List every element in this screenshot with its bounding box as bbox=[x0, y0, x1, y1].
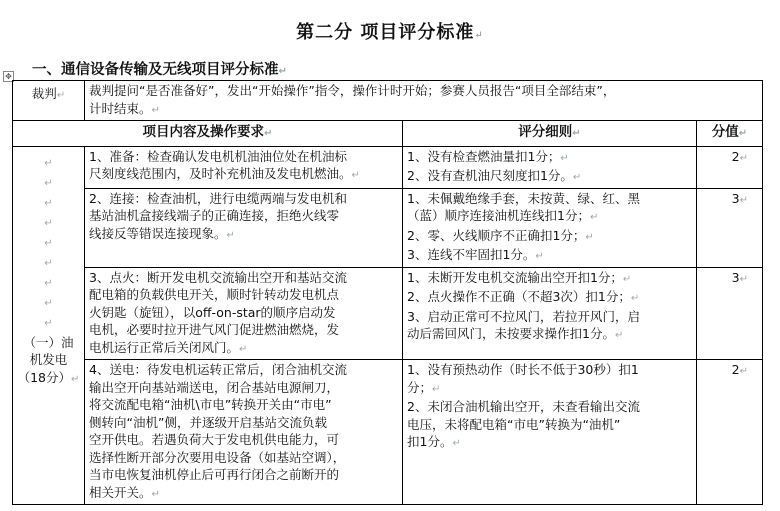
scoring-line: 扣1分。 bbox=[407, 434, 453, 449]
item-scoring: 1、未断开发电机交流输出空开扣1分；↵ 2、点火操作不正确（不超3次）扣1分；↵ 3、启动正常可不拉风门，若拉开风门，启 动后需回风门，未按要求操作扣1分。↵ bbox=[403, 267, 697, 360]
scoring-line: 电压，未将配电箱“市电”转换为“油机” bbox=[407, 416, 621, 432]
content-line: 线接反等错误连接现象。 bbox=[89, 225, 227, 241]
header-row bbox=[13, 121, 763, 147]
category-line: 机发电 bbox=[29, 352, 68, 367]
page-title: 第二分 项目评分标准↵ bbox=[296, 22, 484, 43]
item-score: 2↵ bbox=[697, 146, 763, 188]
category-line: （18分） bbox=[17, 369, 71, 385]
content-line: 1、准备：检查确认发电机机油油位处在机油标 bbox=[89, 148, 347, 164]
item-score: 2↵ bbox=[697, 360, 763, 505]
content-line: 尺刻度线范围内，及时补充机油及发电机燃油。 bbox=[89, 166, 352, 181]
scoring-line: 3、连线不牢固扣1分。 bbox=[407, 247, 536, 262]
content-line: 将交流配电箱“油机\市电”转换开关由“市电” bbox=[89, 397, 332, 412]
content-line: 电机，必要时拉开进气风门促进燃油燃烧，发 bbox=[89, 322, 340, 337]
scoring-line: 2、未闭合油机输出空开，未查看输出交流 bbox=[407, 399, 640, 414]
content-line: 空开供电。若遇负荷大于发电机供电能力，可 bbox=[89, 432, 340, 447]
content-line: 基站油机盒接线端子的正确连接，拒绝火线零 bbox=[89, 208, 340, 223]
item-scoring: 1、没有检查燃油量扣1分；↵ 2、没有查机油尺刻度扣1分。↵ bbox=[403, 146, 697, 188]
item-scoring: 1、未佩戴绝缘手套，未按黄、绿、红、黑 （蓝）顺序连接油机连线扣1分；↵ 2、零、火线顺序不正确扣1分；↵ 3、连线不牢固扣1分。↵ bbox=[403, 188, 697, 267]
referee-line: 裁判提问“是否准备好”，发出“开始操作”指令，操作计时开始；参赛人员报告“项目全部结束”， bbox=[89, 83, 616, 98]
referee-text-cell: 裁判提问“是否准备好”，发出“开始操作”指令，操作计时开始；参赛人员报告“项目全部结束”， 计时结束。↵ bbox=[85, 81, 763, 121]
item-scoring: 1、没有预热动作（时长不低于30秒）扣1 分；↵ 2、未闭合油机输出空开，未查看输出交流 电压，未将配电箱“市电”转换为“油机” 扣1分。↵ bbox=[403, 360, 697, 505]
item-row bbox=[13, 360, 763, 505]
content-line: 3、点火：断开发电机交流输出空开和基站交流 bbox=[89, 269, 347, 285]
item-content: 4、送电：待发电机运转正常后，闭合油机交流 输出空开向基站端送电，闭合基站电源闸刀， 将交流配电箱“油机\市电”转换开关由“市电” 侧转向“油机”侧，并逐级开启基站交流负载 空开供电。若遇负荷大于发电机供电能力，可 选择性断开部分次要用电设备（如基站空调）， 当市电恢复油机停止后可再行闭合之前断开的 相关开关。↵ bbox=[85, 360, 403, 505]
scoring-line: 1、没有预热动作（时长不低于30秒）扣1 bbox=[407, 362, 639, 377]
content-line: 4、送电：待发电机运转正常后，闭合油机交流 bbox=[89, 362, 347, 377]
scoring-line: 2、零、火线顺序不正确扣1分； bbox=[407, 227, 586, 243]
table-move-handle[interactable]: ✥ bbox=[3, 71, 14, 82]
header-content: 项目内容及操作要求↵ bbox=[13, 121, 403, 147]
item-row bbox=[13, 146, 763, 188]
content-line: 配电箱的负载供电开关，顺时针转动发电机点 bbox=[89, 287, 340, 302]
referee-line: 计时结束。 bbox=[89, 100, 152, 116]
item-content: 1、准备：检查确认发电机机油油位处在机油标 尺刻度线范围内，及时补充机油及发电机燃油。↵ bbox=[85, 146, 403, 188]
content-line: 选择性断开部分次要用电设备（如基站空调）， bbox=[89, 449, 346, 465]
scoring-line: 动后需回风门，未按要求操作扣1分。 bbox=[407, 326, 615, 341]
content-line: 火钥匙（旋钮），以off-on-star的顺序启动发 bbox=[89, 304, 336, 320]
item-score: 3↵ bbox=[697, 267, 763, 360]
content-line: 电机运行正常后关闭风门。 bbox=[89, 339, 240, 355]
referee-row bbox=[13, 81, 763, 121]
header-scoring: 评分细则↵ bbox=[403, 121, 697, 147]
scoring-line: 分； bbox=[407, 379, 433, 395]
item-score: 3↵ bbox=[697, 188, 763, 267]
section-heading: 一、通信设备传输及无线项目评分标准↵ bbox=[32, 62, 287, 78]
content-line: 侧转向“油机”侧，并逐级开启基站交流负载 bbox=[89, 414, 327, 430]
content-line: 相关开关。 bbox=[89, 484, 152, 500]
scoring-line: 3、启动正常可不拉风门，若拉开风门，启 bbox=[407, 308, 640, 324]
referee-label-cell: 裁判↵ bbox=[13, 81, 85, 121]
scoring-line: 1、没有检查燃油量扣1分； bbox=[407, 148, 561, 164]
content-line: 2、连接：检查油机，进行电缆两端与发电机和 bbox=[89, 190, 347, 206]
scoring-line: 2、点火操作不正确（不超3次）扣1分； bbox=[407, 289, 631, 304]
category-line: （一）油 bbox=[23, 334, 74, 350]
item-content: 3、点火：断开发电机交流输出空开和基站交流 配电箱的负载供电开关，顺时针转动发电机点 火钥匙（旋钮），以off-on-star的顺序启动发 电机，必要时拉开进气风门促进燃油燃烧，发 电机运行正常后关闭风门。↵ bbox=[85, 267, 403, 360]
scoring-table bbox=[12, 80, 763, 505]
referee-label: 裁判 bbox=[31, 86, 57, 101]
scoring-line: 1、未佩戴绝缘手套，未按黄、绿、红、黑 bbox=[407, 190, 640, 206]
header-score: 分值↵ bbox=[697, 121, 763, 147]
scoring-line: 1、未断开发电机交流输出空开扣1分； bbox=[407, 269, 623, 285]
content-line: 输出空开向基站端送电，闭合基站电源闸刀， bbox=[89, 379, 340, 395]
content-line: 当市电恢复油机停止后可再行闭合之前断开的 bbox=[89, 467, 340, 482]
scoring-line: 2、没有查机油尺刻度扣1分。 bbox=[407, 168, 573, 183]
item-content: 2、连接：检查油机，进行电缆两端与发电机和 基站油机盒接线端子的正确连接，拒绝火线零 线接反等错误连接现象。↵ bbox=[85, 188, 403, 267]
item-row bbox=[13, 267, 763, 360]
scoring-line: （蓝）顺序连接油机连线扣1分； bbox=[407, 208, 590, 223]
item-row bbox=[13, 188, 763, 267]
category-cell: ↵ ↵ ↵ ↵ ↵ ↵ ↵ ↵ ↵ （一）油 机发电 （18分）↵ bbox=[13, 146, 85, 505]
